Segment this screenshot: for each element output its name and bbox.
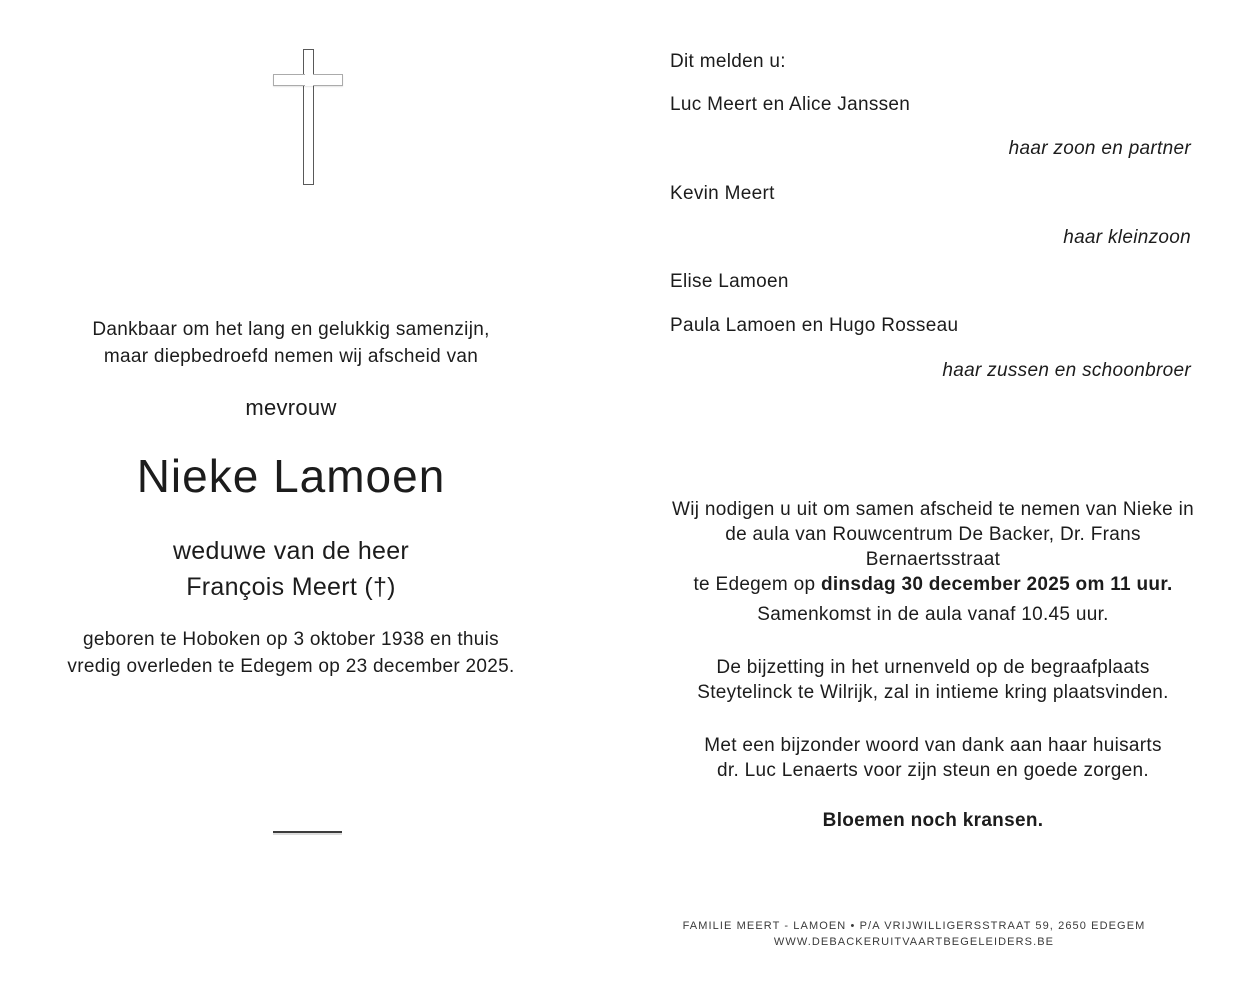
relation-son-partner: haar zoon en partner <box>1008 138 1191 160</box>
invitation-line-2: de aula van Rouwcentrum De Backer, Dr. Frans Bernaertsstraat <box>725 524 1141 570</box>
invitation-line-3-normal: te Edegem op <box>693 574 821 595</box>
deceased-name: Nieke Lamoen <box>136 450 446 502</box>
announcement-intro: Dit melden u: <box>670 51 786 72</box>
flowers-note: Bloemen noch kransen. <box>822 810 1044 831</box>
interment-line-1: De bijzetting in het urnenveld op de begraafplaats <box>716 657 1150 678</box>
gathering-text: Samenkomst in de aula vanaf 10.45 uur. <box>757 604 1109 625</box>
footer-website: WWW.DEBACKERUITVAARTBEGELEIDERS.BE <box>773 936 1055 948</box>
relation-grandson: haar kleinzoon <box>1063 226 1191 248</box>
interment-text <box>670 655 1196 705</box>
widow-line-2: François Meert (†) <box>186 573 396 601</box>
intro-text <box>61 316 521 370</box>
ceremony-date-time: dinsdag 30 december 2025 om 11 uur. <box>820 574 1173 595</box>
family-member-grandson: Kevin Meert <box>670 182 775 204</box>
family-member-sister-1: Elise Lamoen <box>670 271 789 293</box>
thanks-line-2: dr. Luc Lenaerts voor zijn steun en goede zorgen. <box>717 760 1149 781</box>
salutation: mevrouw <box>245 395 337 420</box>
thanks-line-1: Met een bijzonder woord van dank aan haar huisarts <box>704 735 1162 756</box>
intro-line-1: Dankbaar om het lang en gelukkig samenzijn, <box>92 319 490 340</box>
cross-junction <box>305 74 313 86</box>
cross-vertical-bar <box>303 49 314 185</box>
footer <box>656 918 1172 950</box>
relation-sisters: haar zussen en schoonbroer <box>942 359 1191 381</box>
christian-cross-icon <box>273 49 343 185</box>
divider-line <box>273 831 342 833</box>
thanks-text <box>670 733 1196 783</box>
family-member-sister-2: Paula Lamoen en Hugo Rosseau <box>670 315 959 337</box>
birth-line: geboren te Hoboken op 3 oktober 1938 en thuis <box>83 629 499 650</box>
widow-of-text <box>61 533 521 605</box>
invitation-text <box>670 497 1196 597</box>
footer-family-address: FAMILIE MEERT - LAMOEN • P/A VRIJWILLIGERSSTRAAT 59, 2650 EDEGEM <box>682 920 1146 932</box>
intro-line-2: maar diepbedroefd nemen wij afscheid van <box>103 346 479 367</box>
death-line: vredig overleden te Edegem op 23 december 2025. <box>67 656 515 677</box>
invitation-line-1: Wij nodigen u uit om samen afscheid te nemen van Nieke in <box>672 499 1194 520</box>
birth-death-text <box>61 626 521 680</box>
interment-line-2: Steytelinck te Wilrijk, zal in intieme kring plaatsvinden. <box>697 682 1169 703</box>
widow-line-1: weduwe van de heer <box>172 537 410 565</box>
family-list <box>670 83 1191 393</box>
family-member-son-partner: Luc Meert en Alice Janssen <box>670 94 911 115</box>
invitation-line-3 <box>670 572 1196 597</box>
